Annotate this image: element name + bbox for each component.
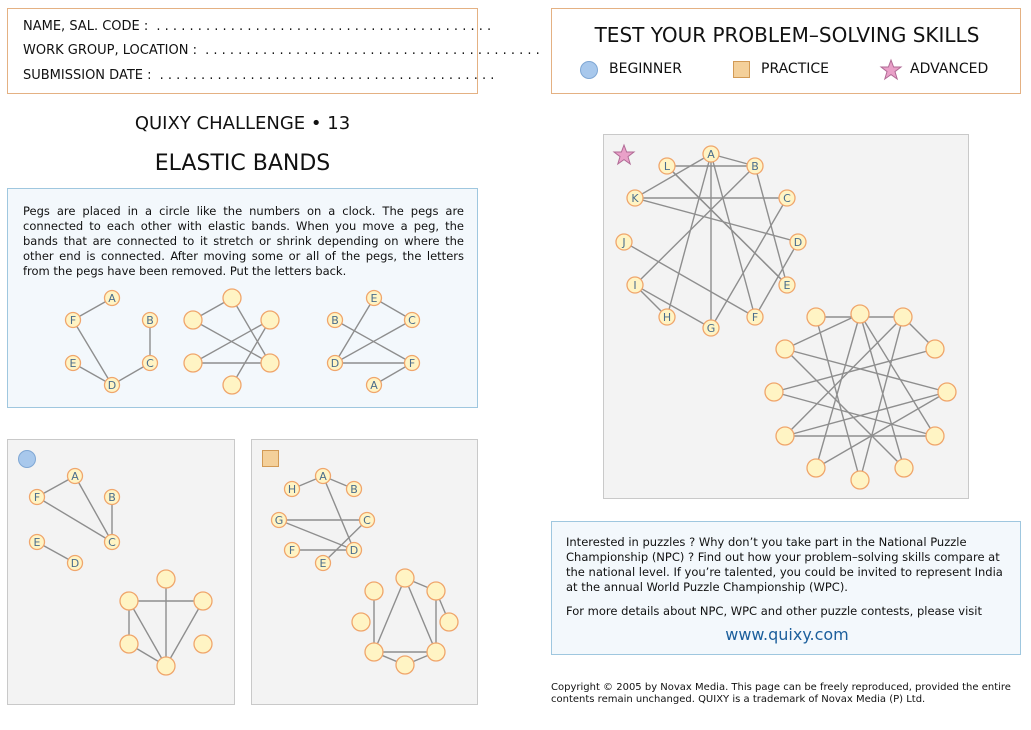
labeled-peg bbox=[66, 356, 81, 371]
elastic-band bbox=[129, 601, 166, 666]
blank-peg bbox=[365, 643, 383, 661]
peg-letter: B bbox=[108, 491, 116, 504]
workgroup-field[interactable] bbox=[23, 43, 540, 58]
blank-peg bbox=[926, 340, 944, 358]
peg-letter: E bbox=[783, 279, 791, 292]
peg-letter: A bbox=[370, 379, 378, 392]
labeled-peg bbox=[405, 313, 420, 328]
peg-letter: D bbox=[107, 379, 117, 392]
labeled-peg bbox=[405, 356, 420, 371]
example-answer-puzzle bbox=[322, 290, 422, 400]
peg-letter: A bbox=[108, 292, 116, 305]
date-label: SUBMISSION DATE : bbox=[23, 68, 152, 83]
labeled-peg bbox=[616, 234, 632, 250]
blank-peg bbox=[396, 656, 414, 674]
blank-peg bbox=[194, 635, 212, 653]
elastic-band bbox=[166, 601, 203, 666]
practice-label: PRACTICE bbox=[761, 61, 830, 77]
labeled-peg bbox=[703, 320, 719, 336]
labeled-peg bbox=[659, 309, 675, 325]
example-labeled-puzzle bbox=[60, 290, 160, 400]
labeled-peg bbox=[779, 190, 795, 206]
peg-letter: F bbox=[751, 311, 759, 324]
labeled-peg bbox=[367, 291, 382, 306]
peg-letter: F bbox=[69, 314, 77, 327]
blank-peg bbox=[776, 427, 794, 445]
details-text: For more details about NPC, WPC and other puzzle contests, please visit bbox=[566, 604, 982, 618]
name-label: NAME, SAL. CODE : bbox=[23, 19, 149, 34]
quixy-link[interactable]: www.quixy.com bbox=[725, 625, 849, 644]
elastic-band bbox=[323, 520, 367, 563]
labeled-peg bbox=[143, 313, 158, 328]
elastic-band bbox=[624, 242, 755, 317]
elastic-band bbox=[816, 314, 860, 468]
blank-peg bbox=[365, 582, 383, 600]
practice-blank-puzzle bbox=[348, 565, 468, 685]
peg-letter: B bbox=[350, 483, 358, 496]
date-dots: . . . . . . . . . . . . . . . . . . . . . . . . . . . . . . . . . . . . . . . . . bbox=[159, 68, 495, 83]
peg-letter: I bbox=[633, 279, 637, 292]
labeled-peg bbox=[105, 535, 120, 550]
labeled-peg bbox=[105, 378, 120, 393]
blank-peg bbox=[396, 569, 414, 587]
beginner-blank-puzzle bbox=[110, 565, 230, 685]
beginner-label: BEGINNER bbox=[609, 61, 682, 77]
peg-letter: J bbox=[622, 236, 626, 249]
peg-letter: G bbox=[274, 514, 284, 527]
peg-letter: G bbox=[706, 322, 716, 335]
labeled-peg bbox=[285, 543, 300, 558]
blank-peg bbox=[851, 305, 869, 323]
peg-letter: F bbox=[288, 544, 296, 557]
elastic-band bbox=[860, 317, 903, 480]
labeled-peg bbox=[30, 490, 45, 505]
labeled-peg bbox=[747, 158, 763, 174]
labeled-peg bbox=[659, 158, 675, 174]
peg-letter: A bbox=[707, 148, 715, 161]
peg-letter: D bbox=[70, 557, 80, 570]
labeled-peg bbox=[105, 291, 120, 306]
elastic-band bbox=[667, 154, 711, 317]
blank-peg bbox=[851, 471, 869, 489]
blank-peg bbox=[765, 383, 783, 401]
labeled-peg bbox=[30, 535, 45, 550]
blank-peg bbox=[120, 592, 138, 610]
labeled-peg bbox=[790, 234, 806, 250]
elastic-band bbox=[774, 349, 935, 392]
peg-letter: D bbox=[330, 357, 340, 370]
blank-peg bbox=[807, 459, 825, 477]
advanced-label: ADVANCED bbox=[910, 61, 989, 77]
labeled-peg bbox=[68, 556, 83, 571]
peg-letter: A bbox=[319, 470, 327, 483]
peg-letter: A bbox=[71, 470, 79, 483]
peg-letter: F bbox=[33, 491, 41, 504]
peg-letter: F bbox=[408, 357, 416, 370]
blank-peg bbox=[807, 308, 825, 326]
peg-letter: C bbox=[146, 357, 154, 370]
labeled-peg bbox=[328, 356, 343, 371]
name-dots: . . . . . . . . . . . . . . . . . . . . . . . . . . . . . . . . . . . . . . . . . bbox=[156, 19, 492, 34]
peg-letter: C bbox=[108, 536, 116, 549]
blank-peg bbox=[352, 613, 370, 631]
blank-peg bbox=[261, 311, 279, 329]
peg-letter: E bbox=[69, 357, 77, 370]
labeled-peg bbox=[143, 356, 158, 371]
blank-peg bbox=[261, 354, 279, 372]
npc-text: Interested in puzzles ? Why don’t you take part in the National Puzzle Championship (NPC) ? Find out how your problem–solving skills compare at the national level. If you’re talented, you could be invited to represent India at the annual World Puzzle Championship (WPC). bbox=[566, 535, 1003, 594]
challenge-number: QUIXY CHALLENGE • 13 bbox=[134, 113, 351, 134]
peg-letter: C bbox=[408, 314, 416, 327]
peg-letter: E bbox=[319, 557, 327, 570]
elastic-band bbox=[75, 476, 112, 542]
workgroup-label: WORK GROUP, LOCATION : bbox=[23, 43, 197, 58]
labeled-peg bbox=[703, 146, 719, 162]
labeled-peg bbox=[316, 556, 331, 571]
labeled-peg bbox=[360, 513, 375, 528]
peg-letter: C bbox=[783, 192, 791, 205]
workgroup-dots: . . . . . . . . . . . . . . . . . . . . . . . . . . . . . . . . . . . . . . . . . bbox=[205, 43, 540, 58]
peg-letter: B bbox=[751, 160, 759, 173]
labeled-peg bbox=[627, 190, 643, 206]
labeled-peg bbox=[272, 513, 287, 528]
peg-letter: D bbox=[349, 544, 359, 557]
peg-letter: L bbox=[663, 160, 671, 173]
labeled-peg bbox=[328, 313, 343, 328]
elastic-band bbox=[860, 314, 935, 436]
challenge-title: ELASTIC BANDS bbox=[154, 151, 331, 176]
blank-peg bbox=[776, 340, 794, 358]
instructions-text: Pegs are placed in a circle like the numbers on a clock. The pegs are connected to each other with elastic bands. When you move a peg, the bands that are connected to it stretch or shrink depending on where the other end is connected. After moving some or all of the pegs, the letters from the pegs have been removed. Put the letters back. bbox=[23, 204, 464, 278]
labeled-peg bbox=[367, 378, 382, 393]
beginner-circle-icon bbox=[580, 61, 598, 79]
blank-peg bbox=[440, 613, 458, 631]
peg-letter: C bbox=[363, 514, 371, 527]
info-box bbox=[551, 521, 1021, 655]
labeled-peg bbox=[627, 277, 643, 293]
elastic-band bbox=[667, 166, 787, 285]
blank-peg bbox=[184, 311, 202, 329]
copyright-text: Copyright © 2005 by Novax Media. This page can be freely reproduced, provided the entire contents remain unchanged. QUIXY is a trademark of Novax Media (P) Ltd. bbox=[551, 682, 1011, 705]
labeled-peg bbox=[66, 313, 81, 328]
peg-letter: K bbox=[631, 192, 639, 205]
labeled-peg bbox=[105, 490, 120, 505]
beginner-labeled-puzzle bbox=[20, 463, 140, 573]
name-field[interactable] bbox=[23, 19, 491, 34]
peg-letter: H bbox=[287, 483, 297, 496]
labeled-peg bbox=[747, 309, 763, 325]
labeled-peg bbox=[347, 543, 362, 558]
blank-peg bbox=[157, 657, 175, 675]
peg-letter: D bbox=[793, 236, 803, 249]
labeled-peg bbox=[316, 469, 331, 484]
advanced-blank-puzzle bbox=[772, 305, 972, 505]
peg-letter: E bbox=[370, 292, 378, 305]
elastic-band bbox=[785, 349, 947, 392]
test-title: TEST YOUR PROBLEM–SOLVING SKILLS bbox=[594, 23, 980, 47]
blank-peg bbox=[194, 592, 212, 610]
peg-letter: E bbox=[33, 536, 41, 549]
peg-letter: H bbox=[662, 311, 672, 324]
elastic-band bbox=[774, 392, 935, 436]
labeled-peg bbox=[68, 469, 83, 484]
peg-letter: B bbox=[146, 314, 154, 327]
date-field[interactable] bbox=[23, 68, 494, 83]
labeled-peg bbox=[779, 277, 795, 293]
labeled-peg bbox=[285, 482, 300, 497]
blank-peg bbox=[894, 308, 912, 326]
elastic-band bbox=[37, 497, 112, 542]
test-header bbox=[551, 8, 1021, 94]
elastic-band bbox=[816, 392, 947, 468]
blank-peg bbox=[157, 570, 175, 588]
blank-peg bbox=[427, 643, 445, 661]
blank-peg bbox=[223, 376, 241, 394]
blank-peg bbox=[427, 582, 445, 600]
example-blank-puzzle bbox=[180, 290, 280, 400]
elastic-band bbox=[711, 154, 755, 317]
blank-peg bbox=[926, 427, 944, 445]
peg-letter: B bbox=[331, 314, 339, 327]
blank-peg bbox=[223, 289, 241, 307]
advanced-star-icon bbox=[880, 59, 902, 81]
labeled-peg bbox=[347, 482, 362, 497]
elastic-band bbox=[73, 320, 112, 385]
blank-peg bbox=[120, 635, 138, 653]
blank-peg bbox=[938, 383, 956, 401]
blank-peg bbox=[184, 354, 202, 372]
blank-peg bbox=[895, 459, 913, 477]
submission-form bbox=[7, 8, 540, 94]
practice-square-icon bbox=[733, 61, 750, 78]
